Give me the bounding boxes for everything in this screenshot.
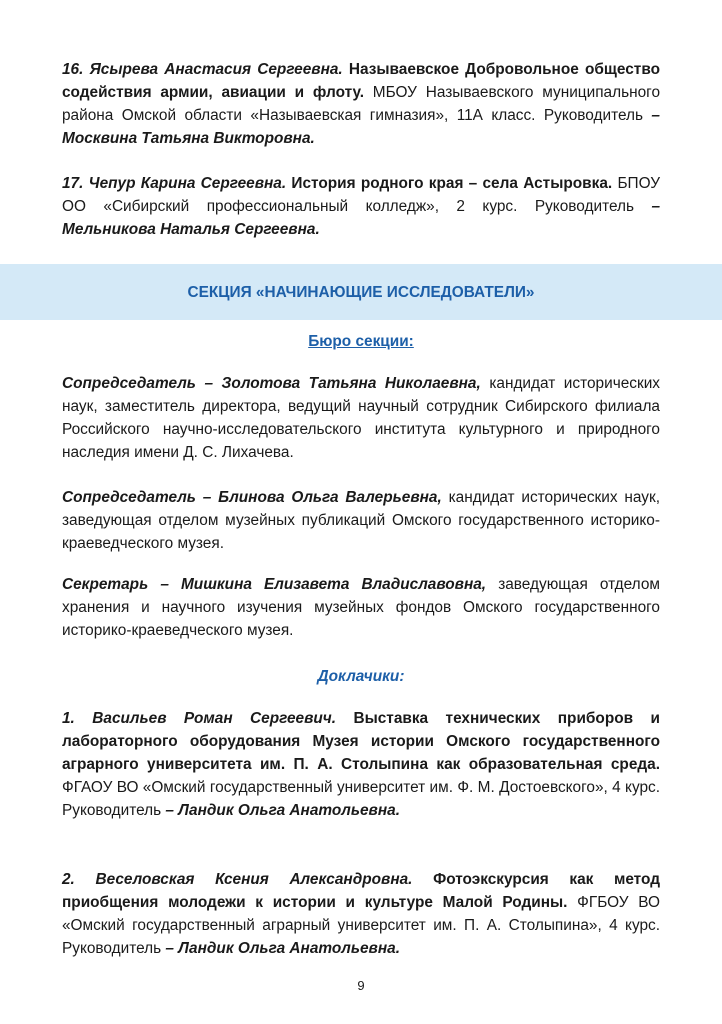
member-description: заведующая отделом хранения и научного изучения музейных фондов Омского государственного историко-краеведческого музея. (62, 576, 660, 639)
bureau-member (62, 573, 660, 642)
author-name: Веселовская Ксения Александровна. (95, 871, 413, 888)
dash: – (161, 802, 179, 819)
report-topic: Фотоэкскурсия как метод приобщения молодежи к истории и культуре Малой Родины. (62, 871, 660, 911)
role-and-name: Сопредседатель – Блинова Ольга Валерьевна, (62, 489, 442, 506)
affiliation: ФГБОУ ВО «Омский государственный аграрный университет им. П. А. Столыпина», 4 курс. Руководитель (62, 894, 660, 957)
supervisor-name: Мельникова Наталья Сергеевна. (62, 221, 320, 238)
entry-16 (62, 58, 660, 150)
affiliation: ФГАОУ ВО «Омский государственный университет им. Ф. М. Достоевского», 4 курс. Руководитель (62, 779, 660, 819)
supervisor-name: Москвина Татьяна Викторовна. (62, 130, 315, 147)
report-topic: Называевское Добровольное общество содействия армии, авиации и флоту. (62, 61, 660, 101)
author-name: Чепур Карина Сергеевна. (88, 175, 287, 192)
member-description: кандидат исторических наук, заведующая отделом музейных публикаций Омского государственного историко-краеведческого музея. (62, 489, 660, 552)
role-and-name: Сопредседатель – Золотова Татьяна Николаевна, (62, 375, 481, 392)
entry-17 (62, 172, 660, 241)
bureau-member (62, 372, 660, 464)
entry-number: 1. (62, 710, 75, 727)
bureau-member (62, 486, 660, 555)
member-description: кандидат исторических наук, заместитель директора, ведущий научный сотрудник Сибирского филиала Российского научно-исследовательского института культурного и природного наследия имени Д. С. Лихачева. (62, 375, 660, 461)
speaker-entry (62, 707, 660, 822)
report-topic: Выставка технических приборов и лабораторного оборудования Музея истории Омского государственного аграрного университета им. П. А. Столыпина как образовательная среда. (62, 710, 660, 773)
dash: – (643, 107, 660, 124)
author-name: Васильев Роман Сергеевич. (92, 710, 337, 727)
page-number: 9 (357, 978, 365, 993)
dash: – (161, 940, 179, 957)
entry-number: 16. (62, 61, 84, 78)
dash: – (634, 198, 661, 215)
speakers-heading: Доклачики: (317, 668, 405, 685)
report-topic: История родного края – села Астыровка. (291, 175, 613, 192)
role-and-name: Секретарь – Мишкина Елизавета Владиславовна, (62, 576, 487, 593)
author-name: Ясырева Анастасия Сергеевна. (89, 61, 343, 78)
supervisor-name: Ландик Ольга Анатольевна. (178, 802, 400, 819)
entry-number: 17. (62, 175, 84, 192)
affiliation: БПОУ ОО «Сибирский профессиональный колледж», 2 курс. Руководитель (62, 175, 661, 215)
entry-number: 2. (62, 871, 75, 888)
bureau-heading: Бюро секции: (308, 333, 414, 350)
section-title: СЕКЦИЯ «НАЧИНАЮЩИЕ ИССЛЕДОВАТЕЛИ» (187, 284, 535, 301)
speaker-entry (62, 868, 660, 960)
affiliation: МБОУ Называевского муниципального района Омской области «Называевская гимназия», 11А класс. Руководитель (62, 84, 661, 124)
supervisor-name: Ландик Ольга Анатольевна. (178, 940, 400, 957)
